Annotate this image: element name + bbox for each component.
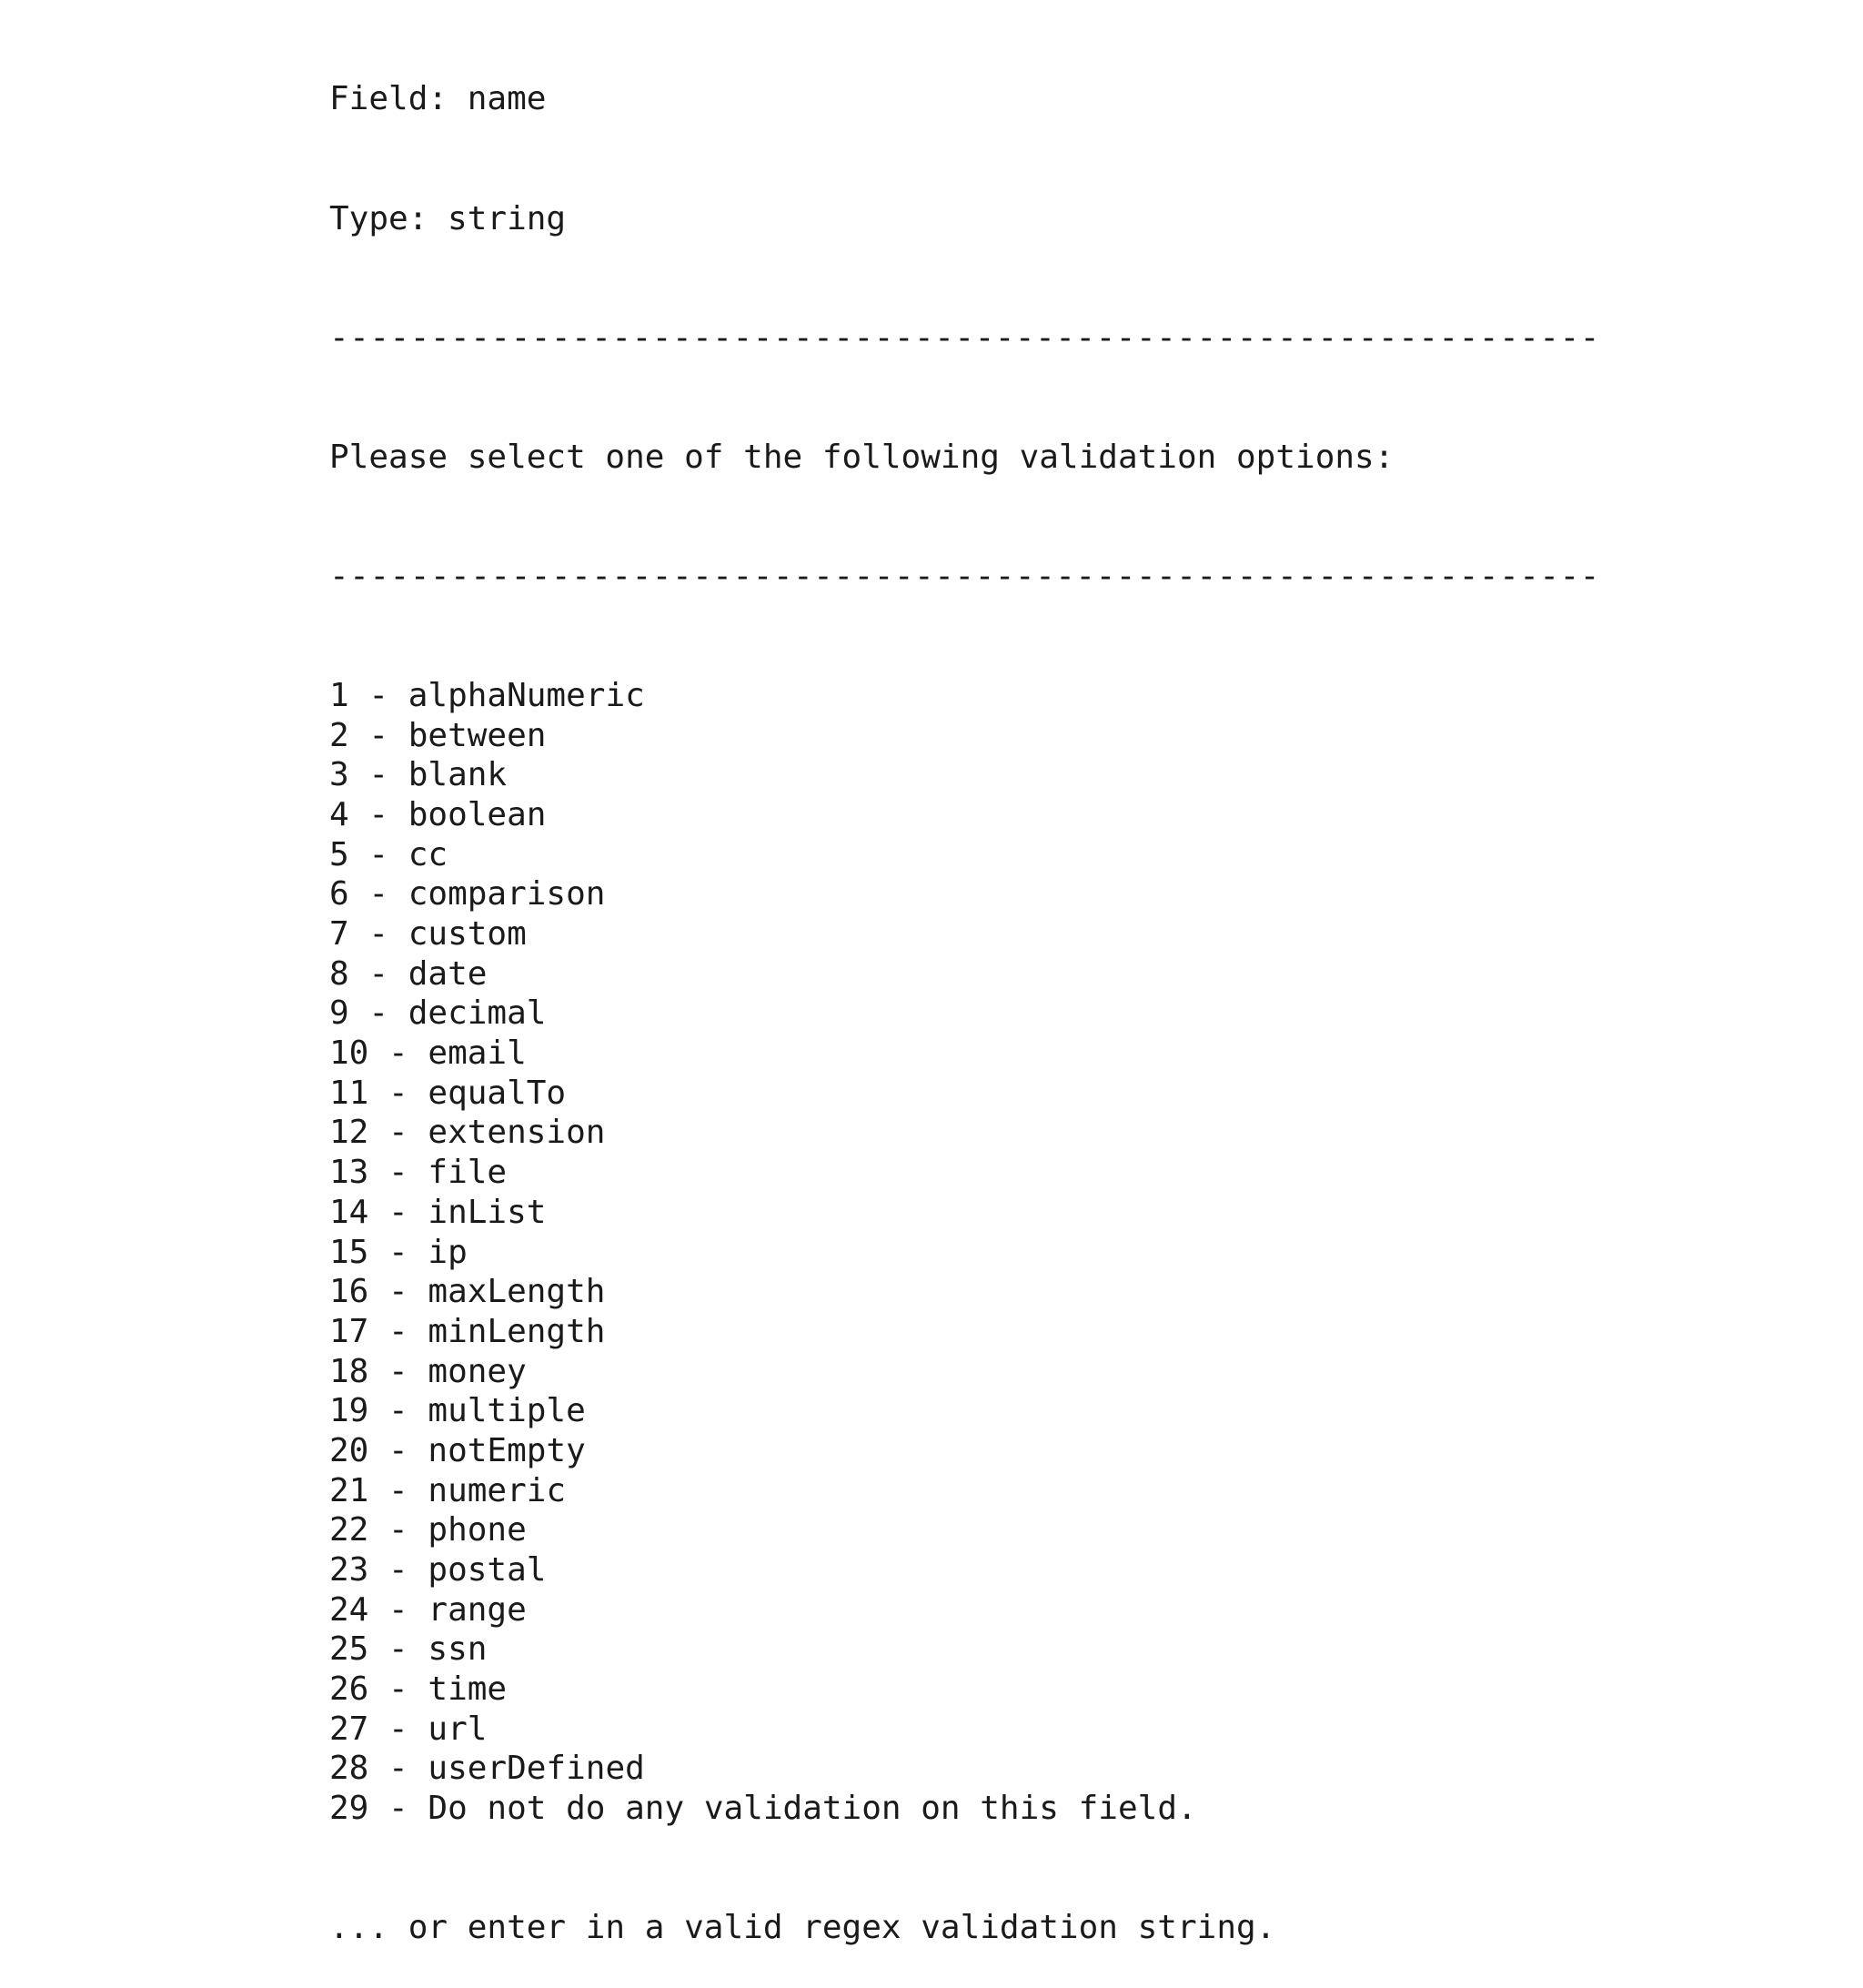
option-number: 16	[329, 1273, 369, 1311]
field-line: Field: name	[329, 80, 547, 118]
option-number: 18	[329, 1352, 369, 1390]
option-label: file	[428, 1154, 508, 1192]
option-dash: -	[348, 795, 408, 833]
option-label: blank	[408, 756, 508, 794]
option-dash: -	[348, 994, 408, 1033]
option-label: ip	[428, 1233, 468, 1271]
option-number: 23	[329, 1551, 369, 1589]
option-label: notEmpty	[428, 1431, 586, 1469]
option-item	[329, 1471, 1603, 1511]
option-number: 27	[329, 1710, 369, 1748]
option-label: boolean	[408, 795, 547, 833]
option-dash: -	[368, 1670, 428, 1709]
option-item	[329, 1193, 1603, 1233]
option-dash: -	[368, 1790, 428, 1828]
option-dash: -	[368, 1034, 428, 1073]
option-number: 11	[329, 1074, 369, 1112]
option-label: custom	[408, 915, 527, 953]
option-label: url	[428, 1710, 488, 1748]
option-number: 3	[329, 756, 349, 794]
option-label: range	[428, 1590, 527, 1629]
option-dash: -	[368, 1312, 428, 1350]
option-item	[329, 795, 1603, 835]
option-label: between	[408, 716, 547, 754]
option-label: userDefined	[428, 1750, 645, 1788]
option-label: money	[428, 1352, 527, 1390]
option-dash: -	[348, 875, 408, 913]
option-number: 22	[329, 1511, 369, 1549]
option-label: maxLength	[428, 1273, 606, 1311]
option-number: 1	[329, 676, 349, 714]
option-item	[329, 1312, 1603, 1352]
option-number: 2	[329, 716, 349, 754]
option-item	[329, 1630, 1603, 1670]
option-label: phone	[428, 1511, 527, 1549]
option-label: date	[408, 954, 488, 993]
option-number: 7	[329, 915, 349, 953]
option-number: 8	[329, 954, 349, 993]
option-item	[329, 835, 1603, 875]
option-number: 25	[329, 1630, 369, 1669]
option-number: 21	[329, 1471, 369, 1509]
option-label: time	[428, 1670, 508, 1709]
option-item	[329, 874, 1603, 914]
option-dash: -	[348, 756, 408, 794]
option-dash: -	[368, 1431, 428, 1469]
option-item	[329, 1113, 1603, 1153]
option-dash: -	[368, 1471, 428, 1509]
option-number: 5	[329, 835, 349, 873]
option-label: equalTo	[428, 1074, 567, 1112]
regex-hint-line: ... or enter in a valid regex validation string.	[329, 1909, 1276, 1947]
separator-bottom: ---------------------------------------------------------------	[329, 557, 1600, 595]
option-number: 12	[329, 1114, 369, 1152]
option-label: comparison	[408, 875, 606, 913]
option-label: numeric	[428, 1471, 567, 1509]
option-dash: -	[368, 1750, 428, 1788]
option-number: 14	[329, 1193, 369, 1231]
option-dash: -	[368, 1551, 428, 1589]
option-number: 20	[329, 1431, 369, 1469]
option-item	[329, 1510, 1603, 1550]
options-list	[329, 676, 1603, 1829]
option-number: 15	[329, 1233, 369, 1271]
option-item	[329, 954, 1603, 994]
option-label: email	[428, 1034, 527, 1073]
option-label: alphaNumeric	[408, 676, 645, 714]
option-item	[329, 1431, 1603, 1471]
option-label: multiple	[428, 1392, 586, 1430]
option-number: 24	[329, 1590, 369, 1629]
option-item	[329, 994, 1603, 1034]
option-number: 10	[329, 1034, 369, 1073]
option-dash: -	[368, 1630, 428, 1669]
type-line: Type: string	[329, 199, 567, 237]
prompt-line: Please select one of the following validation options:	[329, 438, 1395, 476]
option-item	[329, 1789, 1603, 1829]
option-dash: -	[368, 1590, 428, 1629]
option-dash: -	[348, 915, 408, 953]
option-dash: -	[348, 676, 408, 714]
option-label: cc	[408, 835, 448, 873]
option-number: 17	[329, 1312, 369, 1350]
option-label: postal	[428, 1551, 547, 1589]
option-label: decimal	[408, 994, 547, 1033]
option-dash: -	[368, 1154, 428, 1192]
option-number: 13	[329, 1154, 369, 1192]
option-label: ssn	[428, 1630, 488, 1669]
option-item	[329, 1550, 1603, 1590]
option-dash: -	[348, 716, 408, 754]
option-number: 9	[329, 994, 349, 1033]
option-item	[329, 1153, 1603, 1193]
option-number: 6	[329, 875, 349, 913]
option-item	[329, 1352, 1603, 1392]
option-item	[329, 716, 1603, 756]
option-item	[329, 755, 1603, 795]
option-dash: -	[368, 1392, 428, 1430]
option-item	[329, 1710, 1603, 1750]
option-item	[329, 676, 1603, 716]
terminal-output	[329, 0, 1603, 1988]
option-dash: -	[368, 1273, 428, 1311]
option-item	[329, 914, 1603, 954]
option-dash: -	[368, 1193, 428, 1231]
option-number: 29	[329, 1790, 369, 1828]
option-dash: -	[368, 1074, 428, 1112]
option-item	[329, 1233, 1603, 1273]
option-dash: -	[348, 835, 408, 873]
option-number: 19	[329, 1392, 369, 1430]
option-item	[329, 1272, 1603, 1312]
option-number: 26	[329, 1670, 369, 1709]
option-dash: -	[348, 954, 408, 993]
option-dash: -	[368, 1352, 428, 1390]
option-dash: -	[368, 1114, 428, 1152]
option-item	[329, 1590, 1603, 1630]
separator-top: ---------------------------------------------------------------	[329, 318, 1600, 357]
option-item	[329, 1034, 1603, 1074]
option-dash: -	[368, 1710, 428, 1748]
option-item	[329, 1749, 1603, 1789]
option-dash: -	[368, 1233, 428, 1271]
option-label: inList	[428, 1193, 547, 1231]
option-label: minLength	[428, 1312, 606, 1350]
option-label: extension	[428, 1114, 606, 1152]
option-number: 4	[329, 795, 349, 833]
option-label: Do not do any validation on this field.	[428, 1790, 1197, 1828]
option-number: 28	[329, 1750, 369, 1788]
option-item	[329, 1670, 1603, 1710]
option-item	[329, 1074, 1603, 1114]
option-dash: -	[368, 1511, 428, 1549]
